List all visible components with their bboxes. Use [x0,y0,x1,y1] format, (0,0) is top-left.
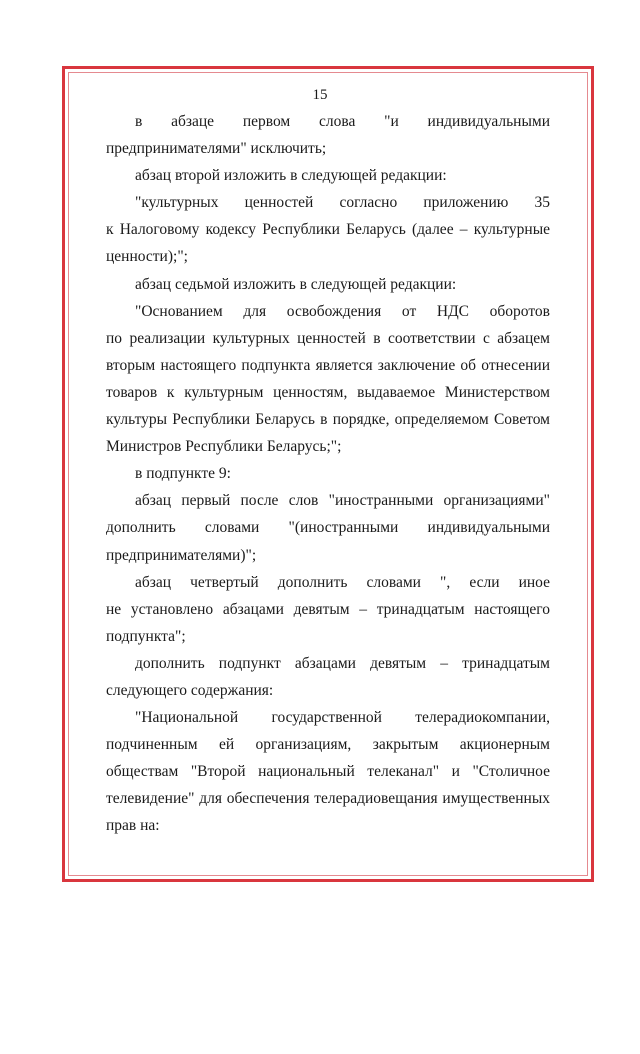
text-line: дополнить подпункт абзацами девятым – тринадцатым [135,654,550,672]
text-line: телевидение" для обеспечения телерадиовещания имущественных [106,790,550,808]
text-line: абзац седьмой изложить в следующей редакции: [135,275,457,293]
text-line: обществам "Второй национальный телеканал" и "Столичное [106,763,550,781]
text-line: подпункта"; [106,627,186,645]
text-line: прав на: [106,817,160,835]
text-line: по реализации культурных ценностей в соответствии с абзацем [106,329,550,347]
text-line: культуры Республики Беларусь в порядке, определяемом Советом [106,411,550,429]
text-line: подчиненным ей организациям, закрытым акционерным [106,736,550,754]
text-line: "Основанием для освобождения от НДС оборотов [135,302,550,320]
text-line: следующего содержания: [106,681,274,699]
text-line: абзац первый после слов "иностранными организациями" [135,492,550,510]
text-line: "Национальной государственной телерадиокомпании, [135,709,550,727]
text-line: товаров к культурным ценностям, выдаваемое Министерством [106,383,550,401]
text-line: предпринимателями" исключить; [106,140,327,158]
text-line: в абзаце первом слова "и индивидуальными [135,113,550,130]
text-line: ценности);"; [106,248,188,266]
text-line: к Налоговому кодексу Республики Беларусь (далее – культурные [106,221,550,239]
document-body [106,108,550,840]
page-number: 15 [312,87,328,103]
text-line: не установлено абзацами девятым – тринадцатым настоящего [106,600,550,618]
text-line: Министров Республики Беларусь;"; [106,438,342,456]
text-line: в подпункте 9: [135,465,231,483]
text-line: абзац второй изложить в следующей редакции: [135,167,447,185]
text-line: дополнить словами "(иностранными индивидуальными [106,519,550,537]
text-line: предпринимателями)"; [106,546,257,564]
text-line: абзац четвертый дополнить словами ", если иное [135,573,550,591]
text-line: вторым настоящего подпункта является заключение об отнесении [106,356,550,374]
text-line: "культурных ценностей согласно приложению 35 [135,194,550,212]
